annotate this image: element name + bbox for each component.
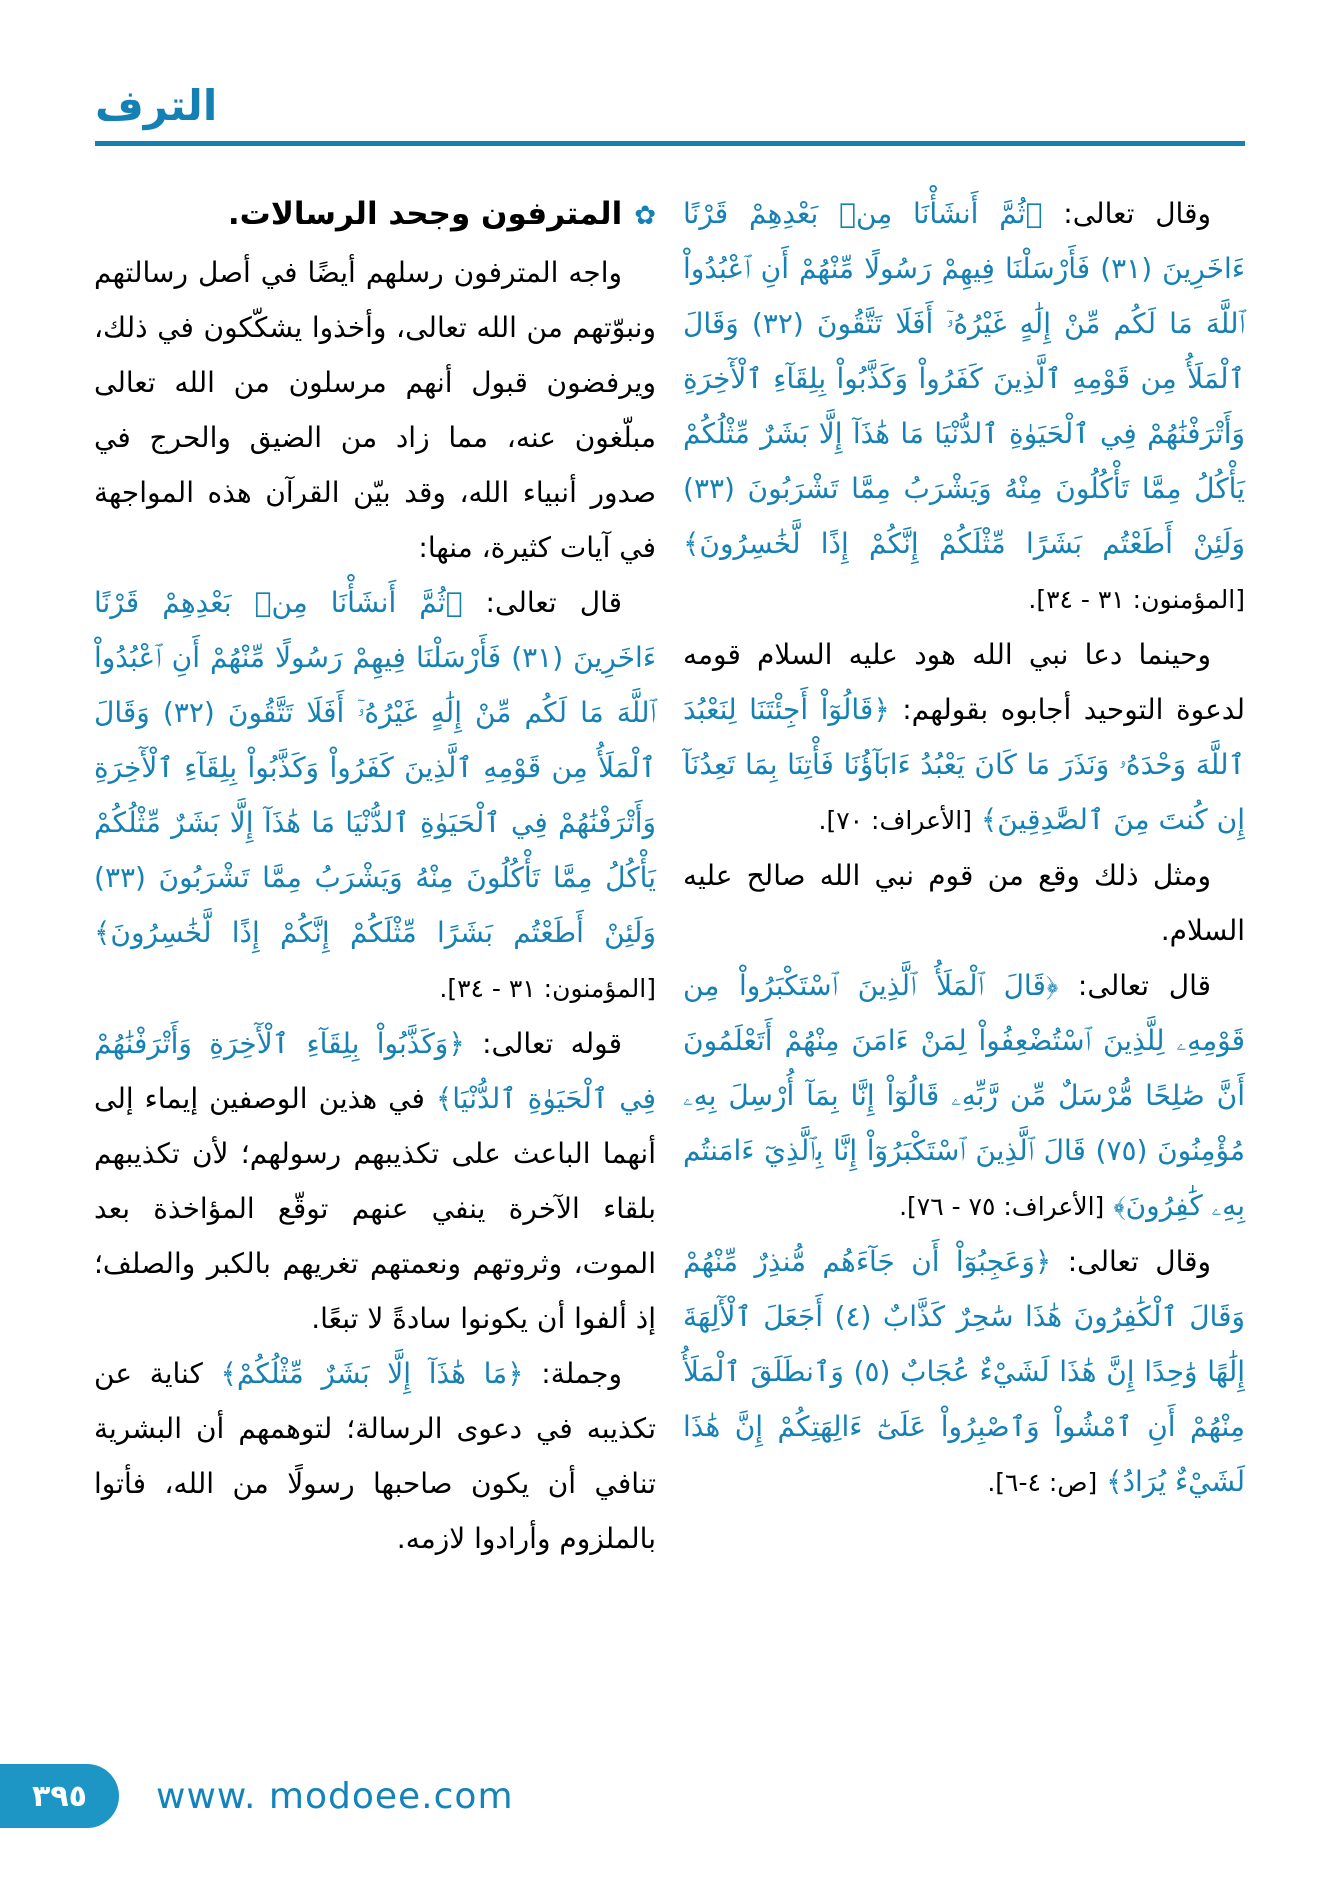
paragraph: [94, 245, 656, 575]
paragraph: [683, 186, 1245, 627]
body-text: كناية عن تكذيبه في دعوى الرسالة؛ لتوهمهم أن البشرية تنافي أن يكون صاحبها رسولًا من الله، فأتوا بالملزوم وأرادوا لازمه.: [94, 1357, 656, 1555]
left-column: [94, 186, 656, 1566]
chapter-title: الترف: [95, 81, 218, 130]
flower-ornament-icon: ✿: [634, 201, 656, 231]
quran-quote: ﴿قَالَ ٱلْمَلَأُ ٱلَّذِينَ ٱسْتَكْبَرُواْ مِن قَوْمِهِۦ لِلَّذِينَ ٱسْتُضْعِفُواْ لِمَنْ ءَامَنَ مِنْهُمْ أَتَعْلَمُونَ أَنَّ صَٰلِحًا مُّرْسَلٌ مِّن رَّبِّهِۦ قَالُوٓاْ إِنَّا بِمَآ أُرْسِلَ بِهِۦ مُؤْمِنُونَ (٧٥) قَالَ ٱلَّذِينَ ٱسْتَكْبَرُوٓاْ إِنَّا بِٱلَّذِيٓ ءَامَنتُم بِهِۦ كَٰفِرُونَ﴾: [683, 969, 1246, 1222]
body-text: وحينما دعا نبي الله هود عليه السلام قومه لدعوة التوحيد أجابوه بقولهم:: [683, 638, 1246, 726]
quran-quote: ﴿وَكَذَّبُواْ بِلِقَآءِ ٱلْأٓخِرَةِ وَأَتْرَفْنَٰهُمْ فِي ٱلْحَيَوٰةِ ٱلدُّنْيَا﴾: [94, 1027, 656, 1115]
quran-quote: ﴿ثُمَّ أَنشَأْنَا مِنۢ بَعْدِهِمْ قَرْنًا ءَاخَرِينَ (٣١) فَأَرْسَلْنَا فِيهِمْ رَسُولًا مِّنْهُمْ أَنِ ٱعْبُدُواْ ٱللَّهَ مَا لَكُم مِّنْ إِلَٰهٍ غَيْرُهُۥٓ أَفَلَا تَتَّقُونَ (٣٢) وَقَالَ ٱلْمَلَأُ مِن قَوْمِهِ ٱلَّذِينَ كَفَرُواْ وَكَذَّبُواْ بِلِقَآءِ ٱلْأٓخِرَةِ وَأَتْرَفْنَٰهُمْ فِي ٱلْحَيَوٰةِ ٱلدُّنْيَا مَا هَٰذَآ إِلَّا بَشَرٌ مِّثْلُكُمْ يَأْكُلُ مِمَّا تَأْكُلُونَ مِنْهُ وَيَشْرَبُ مِمَّا تَشْرَبُونَ (٣٣) وَلَئِنْ أَطَعْتُم بَشَرًا مِّثْلَكُمْ إِنَّكُمْ إِذًا لَّخَٰسِرُونَ﴾: [94, 586, 656, 949]
quran-quote: ﴿ثُمَّ أَنشَأْنَا مِنۢ بَعْدِهِمْ قَرْنًا ءَاخَرِينَ (٣١) فَأَرْسَلْنَا فِيهِمْ رَسُولًا مِّنْهُمْ أَنِ ٱعْبُدُواْ ٱللَّهَ مَا لَكُم مِّنْ إِلَٰهٍ غَيْرُهُۥٓ أَفَلَا تَتَّقُونَ (٣٢) وَقَالَ ٱلْمَلَأُ مِن قَوْمِهِ ٱلَّذِينَ كَفَرُواْ وَكَذَّبُواْ بِلِقَآءِ ٱلْأٓخِرَةِ وَأَتْرَفْنَٰهُمْ فِي ٱلْحَيَوٰةِ ٱلدُّنْيَا مَا هَٰذَآ إِلَّا بَشَرٌ مِّثْلُكُمْ يَأْكُلُ مِمَّا تَأْكُلُونَ مِنْهُ وَيَشْرَبُ مِمَّا تَشْرَبُونَ (٣٣) وَلَئِنْ أَطَعْتُم بَشَرًا مِّثْلَكُمْ إِنَّكُمْ إِذًا لَّخَٰسِرُونَ﴾: [683, 197, 1245, 560]
body-text: ومثل ذلك وقع من قوم نبي الله صالح عليه السلام.: [683, 859, 1245, 947]
paragraph: [94, 575, 656, 1016]
content-columns: [94, 186, 1245, 1566]
page-header: [95, 80, 1245, 146]
body-text: وقال تعالى:: [1051, 1245, 1212, 1278]
verse-citation: [الأعراف: ٧٥ - ٧٦].: [899, 1192, 1105, 1221]
paragraph: [683, 958, 1245, 1234]
paragraph: [683, 848, 1245, 958]
section-heading: [94, 186, 656, 245]
verse-citation: [الأعراف: ٧٠].: [818, 806, 972, 835]
verse-citation: [ص: ٤-٦].: [987, 1468, 1098, 1497]
paragraph: [94, 1346, 656, 1566]
header-rule: [95, 141, 1245, 146]
body-text: وجملة:: [523, 1357, 623, 1390]
verse-citation: [المؤمنون: ٣١ - ٣٤].: [439, 974, 656, 1003]
page-number-badge: [0, 1764, 119, 1828]
quran-quote: ﴿قَالُوٓاْ أَجِئْتَنَا لِنَعْبُدَ ٱللَّهَ وَحْدَهُۥ وَنَذَرَ مَا كَانَ يَعْبُدُ ءَابَآؤُنَا فَأْتِنَا بِمَا تَعِدُنَآ إِن كُنتَ مِنَ ٱلصَّٰدِقِينَ﴾: [683, 693, 1245, 836]
section-heading-text: المترفون وجحد الرسالات.: [227, 196, 623, 232]
paragraph: [683, 627, 1245, 848]
paragraph: [683, 1234, 1245, 1510]
paragraph: [94, 1016, 656, 1346]
website-text: www. modoee.com: [156, 1776, 514, 1817]
page-number: ٣٩٥: [32, 1778, 87, 1814]
quran-quote: ﴿وَعَجِبُوٓاْ أَن جَآءَهُم مُّنذِرٌ مِّنْهُمْ وَقَالَ ٱلْكَٰفِرُونَ هَٰذَا سَٰحِرٌ كَذَّابٌ (٤) أَجَعَلَ ٱلْأٓلِهَةَ إِلَٰهًا وَٰحِدًا إِنَّ هَٰذَا لَشَيْءٌ عُجَابٌ (٥) وَٱنطَلَقَ ٱلْمَلَأُ مِنْهُمْ أَنِ ٱمْشُواْ وَٱصْبِرُواْ عَلَىٰٓ ءَالِهَتِكُمْ إِنَّ هَٰذَا لَشَيْءٌ يُرَادُ﴾: [683, 1245, 1245, 1498]
body-text: قال تعالى:: [462, 586, 622, 619]
verse-citation: [المؤمنون: ٣١ - ٣٤].: [1028, 585, 1245, 614]
body-text: وقال تعالى:: [1042, 197, 1211, 230]
body-text: في هذين الوصفين إيماء إلى أنهما الباعث على تكذيبهم رسولهم؛ لأن تكذيبهم بلقاء الآخرة ينفي عنهم توقّع المؤاخذة بعد الموت، وثروتهم ونعمتهم تغريهم بالكبر والصلف؛ إذ ألفوا أن يكونوا سادةً لا تبعًا.: [94, 1082, 656, 1335]
body-text: قوله تعالى:: [464, 1027, 623, 1060]
body-text: قال تعالى:: [1058, 969, 1211, 1002]
body-text: واجه المترفون رسلهم أيضًا في أصل رسالتهم ونبوّتهم من الله تعالى، وأخذوا يشكّكون في ذلك، ويرفضون قبول أنهم مرسلون من الله تعالى مبلّغون عنه، مما زاد من الضيق والحرج في صدور أنبياء الله، وقد بيّن القرآن هذه المواجهة في آيات كثيرة، منها:: [94, 256, 656, 564]
quran-quote: ﴿مَا هَٰذَآ إِلَّا بَشَرٌ مِّثْلُكُمْ﴾: [202, 1357, 524, 1390]
right-column: [683, 186, 1245, 1566]
